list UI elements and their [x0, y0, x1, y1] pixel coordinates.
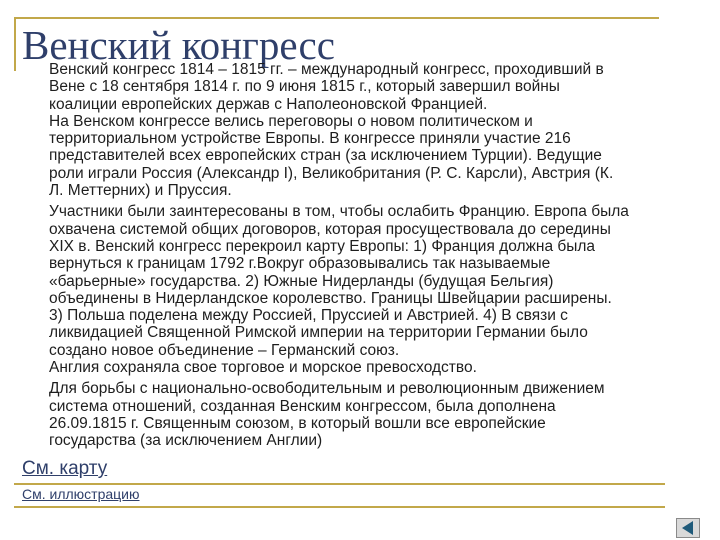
- text-line: охвачена системой общих договоров, которая просуществовала до середины: [49, 220, 611, 238]
- text-line: Венский конгресс 1814 – 1815 гг. – международный конгресс, проходивший в: [49, 61, 604, 78]
- text-line: ликвидацией Священной Римской империи на территории Германии было: [49, 324, 588, 342]
- text-line: государства (за исключением Англии): [49, 432, 323, 450]
- text-line: система отношений, созданная Венским конгрессом, была дополнена: [49, 397, 556, 415]
- text-line: вернуться к границам 1792 г.Вокруг образовывались так называемые: [49, 255, 551, 273]
- paragraph-england: [49, 359, 669, 376]
- divider-line: [14, 483, 665, 485]
- paragraph-negotiations: [49, 113, 669, 199]
- text-line: 26.09.1815 г. Священным союзом, в который вошли все европейские: [49, 414, 546, 432]
- text-line: территориальном устройстве Европы. В конгрессе приняли участие 216: [49, 130, 571, 148]
- see-illustration-link[interactable]: См. иллюстрацию: [22, 486, 140, 502]
- text-line: Л. Меттерних) и Пруссия.: [49, 182, 232, 200]
- text-line: 3) Польша поделена между Россией, Пруссией и Австрией. 4) В связи с: [49, 307, 568, 325]
- text-line: Вене с 18 сентября 1814 г. по 9 июня 1815 г., который завершил войны: [49, 78, 560, 96]
- paragraph-results: [49, 203, 669, 359]
- top-accent-line: [16, 17, 659, 19]
- text-line: представителей всех европейских стран (за исключением Турции). Ведущие: [49, 147, 602, 165]
- text-line: Участники были заинтересованы в том, чтобы ослабить Францию. Европа была: [49, 203, 629, 221]
- text-line: коалиции европейских держав с Наполеоновской Францией.: [49, 95, 488, 113]
- text-line: Англия сохраняла свое торговое и морское превосходство.: [49, 359, 477, 377]
- text-line: «барьерные» государства. 2) Южные Нидерланды (будущая Бельгия): [49, 272, 554, 290]
- paragraph-intro: [49, 61, 669, 113]
- text-line: роли играли Россия (Александр I), Великобритания (Р. С. Карсли), Австрия (К.: [49, 164, 614, 182]
- text-line: XIX в. Венский конгресс перекроил карту Европы: 1) Франция должна была: [49, 237, 596, 255]
- back-arrow-icon: [677, 519, 699, 537]
- slide-title: Венский конгресс: [22, 22, 335, 68]
- see-map-link[interactable]: См. карту: [22, 458, 108, 479]
- text-line: На Венском конгрессе велись переговоры о новом политическом и: [49, 112, 533, 130]
- back-button[interactable]: [676, 518, 700, 538]
- text-line: создано новое объединение – Германский союз.: [49, 341, 400, 359]
- slide-body: [49, 61, 669, 450]
- paragraph-holy-alliance: [49, 380, 669, 449]
- bottom-accent-line: [14, 506, 665, 508]
- text-line: объединены в Нидерландское королевство. Границы Швейцарии расширены.: [49, 289, 612, 307]
- left-accent-line: [14, 17, 16, 71]
- text-line: Для борьбы с национально-освободительным и революционным движением: [49, 380, 605, 398]
